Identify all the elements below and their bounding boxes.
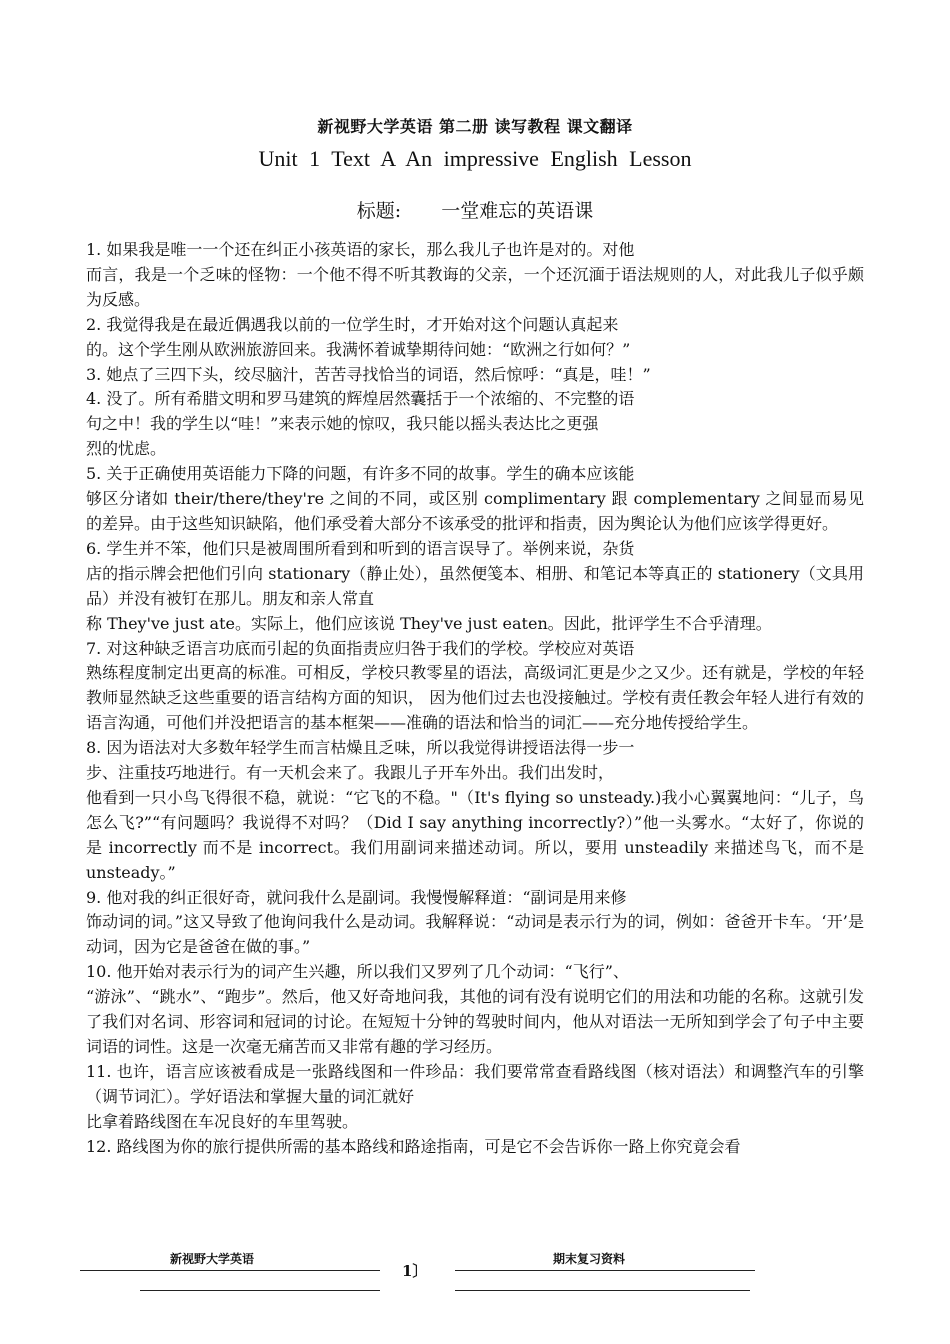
title-text: 一堂难忘的英语课 — [441, 200, 594, 222]
paragraph-line: 2. 我觉得我是在最近偶遇我以前的一位学生时，才开始对这个问题认真起来 — [86, 314, 619, 334]
paragraph-7 — [86, 637, 864, 737]
footer-rule-right-top — [455, 1270, 755, 1271]
paragraph-line: 店的指示牌会把他们引向 stationary（静止处），虽然便笺本、相册、和笔记本等真正的 stationery（文具用品）并没有被钉在那儿。朋友和亲人常直 — [86, 563, 864, 608]
footer-rule-left-top — [80, 1270, 380, 1271]
paragraph-2 — [86, 313, 864, 363]
paragraph-line: 1. 如果我是唯一一个还在纠正小孩英语的家长，那么我儿子也许是对的。对他 — [86, 240, 635, 259]
footer-right-text: 期末复习资料 — [553, 1252, 626, 1266]
paragraph-11 — [86, 1060, 864, 1135]
paragraph-line: 8. 因为语法对大多数年轻学生而言枯燥且乏味，所以我觉得讲授语法得一步一 — [86, 738, 635, 758]
footer-left-text: 新视野大学英语 — [170, 1252, 255, 1266]
paragraph-line: 熟练程度制定出更高的标准。可相反，学校只教零星的语法，高级词汇更是少之又少。还有就是，学校的年轻教师显然缺乏这些重要的语言结构方面的知识， 因为他们过去也没接触过。学校有责任教会年轻人进行有效的语言沟通，可他们并没把语言的基本框架——准确的语法和恰当的词汇——充分地传授给学生。 — [86, 663, 864, 733]
page-footer — [0, 1250, 950, 1310]
title-row — [0, 196, 950, 223]
paragraph-line: 12. 路线图为你的旅行提供所需的基本路线和路途指南，可是它不会告诉你一路上你究竟会看 — [86, 1136, 741, 1156]
title-label: 标题: — [356, 200, 402, 222]
unit-heading: Unit 1 Text A An impressive English Lesson — [258, 146, 692, 171]
page-number: 1〕 — [402, 1262, 428, 1280]
paragraph-line: 9. 他对我的纠正很好奇，就问我什么是副词。我慢慢解释道：“副词是用来修 — [86, 887, 627, 907]
translation-body — [86, 238, 864, 1160]
footer-rule-left-bottom — [140, 1290, 380, 1291]
paragraph-line: 10. 他开始对表示行为的词产生兴趣，所以我们又罗列了几个动词：“飞行”、 — [86, 962, 629, 982]
paragraph-line: 5. 关于正确使用英语能力下降的问题，有许多不同的故事。学生的确本应该能 — [86, 464, 635, 484]
paragraph-line: 的。这个学生刚从欧洲旅游回来。我满怀着诚挚期待问她：“欧洲之行如何？” — [86, 339, 631, 359]
paragraph-10 — [86, 960, 864, 1060]
paragraph-9 — [86, 886, 864, 961]
paragraph-4 — [86, 387, 864, 462]
paragraph-line: 比拿着路线图在车况良好的车里驾驶。 — [86, 1111, 359, 1131]
document-series-heading: 新视野大学英语 第二册 读写教程 课文翻译 — [317, 117, 633, 136]
paragraph-5 — [86, 462, 864, 537]
paragraph-line: “游泳”、“跳水”、“跑步”。然后，他又好奇地问我，其他的词有没有说明它们的用法和功能的名称。这就引发了我们对名词、形容词和冠词的讨论。在短短十分钟的驾驶时间内，他从对语法一无所知到学会了句子中主要词语的词性。这是一次毫无痛苦而又非常有趣的学习经历。 — [86, 987, 864, 1056]
paragraph-line: 烈的忧虑。 — [86, 439, 167, 459]
paragraph-line: 步、注重技巧地进行。有一天机会来了。我跟儿子开车外出。我们出发时， — [86, 763, 615, 783]
paragraph-line: 句之中！我的学生以“哇！”来表示她的惊叹，我只能以摇头表达比之更强 — [86, 414, 599, 434]
paragraph-line: 他看到一只小鸟飞得很不稳，就说：“它飞的不稳。"（It's flying so unsteady.)我小心翼翼地问：“儿子，鸟怎么飞?”“有问题吗？我说得不对吗？（Did I say anything incorrectly?）”他一头雾水。“太好了，你说的是 incorrectly 而不是 incorrect。我们用副词来描述动词。所以，要用 unsteadily 来描述鸟飞，而不是 unsteady。” — [86, 787, 864, 882]
paragraph-line: 而言，我是一个乏味的怪物：一个他不得不听其教诲的父亲，一个还沉湎于语法规则的人，对此我儿子似乎颇为反感。 — [86, 264, 864, 309]
paragraph-6 — [86, 537, 864, 637]
paragraph-8 — [86, 736, 864, 885]
paragraph-line: 11. 也许，语言应该被看成是一张路线图和一件珍品：我们要常常查看路线图（核对语法）和调整汽车的引擎（调节词汇）。学好语法和掌握大量的词汇就好 — [86, 1061, 864, 1106]
paragraph-line: 饰动词的词。”这又导致了他询问我什么是动词。我解释说：“动词是表示行为的词，例如：爸爸开卡车。‘开’是动词，因为它是爸爸在做的事。” — [86, 912, 864, 957]
footer-rule-right-bottom — [455, 1290, 750, 1291]
paragraph-3 — [86, 363, 864, 388]
paragraph-line: 6. 学生并不笨，他们只是被周围所看到和听到的语言误导了。举例来说，杂货 — [86, 538, 635, 558]
paragraph-line: 称 They've just ate。实际上，他们应该说 They've just eaten。因此，批评学生不合乎清理。 — [86, 613, 772, 633]
paragraph-line: 够区分诸如 their/there/they're 之间的不同，或区别 complimentary 跟 complementary 之间显而易见的差异。由于这些知识缺陷，他们承受着大部分不该承受的批评和指责，因为舆论认为他们应该学得更好。 — [86, 489, 864, 533]
paragraph-12 — [86, 1135, 864, 1160]
paragraph-line: 7. 对这种缺乏语言功底而引起的负面指责应归咎于我们的学校。学校应对英语 — [86, 638, 635, 658]
paragraph-line: 3. 她点了三四下头，绞尽脑汁，苦苦寻找恰当的词语，然后惊呼：“真是，哇！” — [86, 364, 651, 384]
paragraph-line: 4. 没了。所有希腊文明和罗马建筑的辉煌居然囊括于一个浓缩的、不完整的语 — [86, 389, 635, 409]
paragraph-1 — [86, 238, 864, 313]
